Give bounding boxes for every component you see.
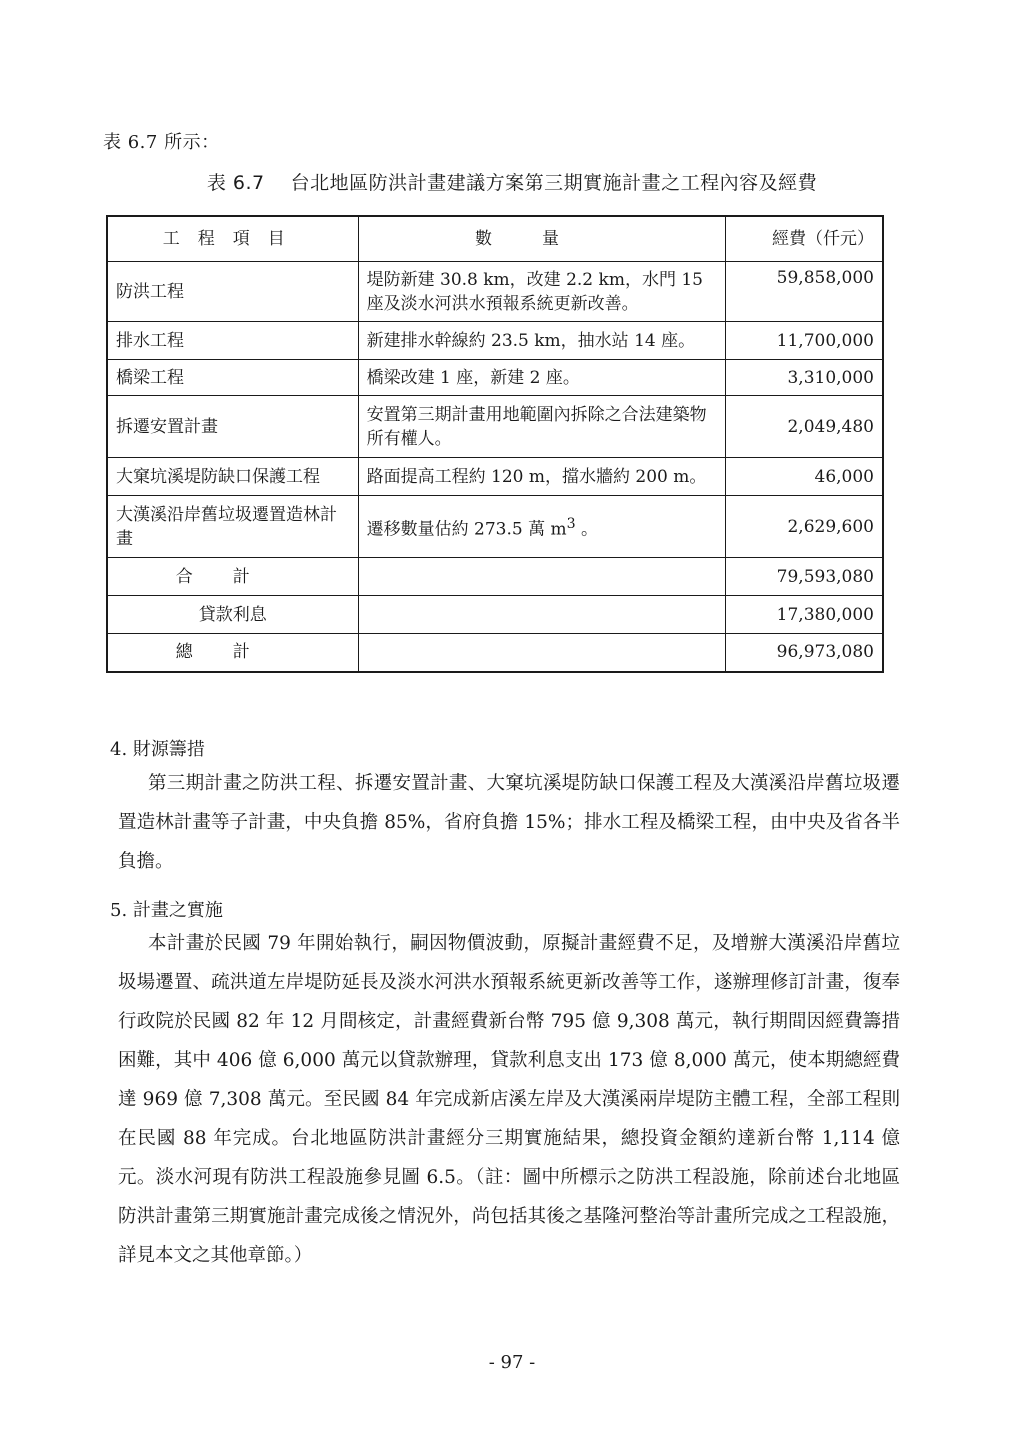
row-item: 排水工程: [107, 322, 358, 360]
summary-cost: 17,380,000: [726, 596, 883, 634]
section-4-paragraph: 第三期計畫之防洪工程、拆遷安置計畫、大窠坑溪堤防缺口保護工程及大漢溪沿岸舊垃圾遷置造林計畫等子計畫，中央負擔 85%，省府負擔 15%；排水工程及橋梁工程，由中央及省各半負擔。: [118, 773, 900, 872]
row-item: 防洪工程: [107, 262, 358, 322]
row-quantity: 新建排水幹線約 23.5 km，抽水站 14 座。: [358, 322, 726, 360]
table-row: [107, 496, 883, 558]
section-5-paragraph: 本計畫於民國 79 年開始執行，嗣因物價波動，原擬計畫經費不足，及增辦大漢溪沿岸舊垃圾場遷置、疏洪道左岸堤防延長及淡水河洪水預報系統更新改善等工作，遂辦理修訂計畫，復奉行政院於民國 82 年 12 月間核定，計畫經費新台幣 795 億 9,308 萬元，執行期間因經費籌措困難，其中 406 億 6,000 萬元以貸款辦理，貸款利息支出 173 億 8,000 萬元，使本期總經費達 969 億 7,308 萬元。至民國 84 年完成新店溪左岸及大漢溪兩岸堤防主體工程，全部工程則在民國 88 年完成。台北地區防洪計畫經分三期實施結果，總投資金額約達新台幣 1,114 億元。淡水河現有防洪工程設施參見圖 6.5。（註：圖中所標示之防洪工程設施，除前述台北地區防洪計畫第三期實施計畫完成後之情況外，尚包括其後之基隆河整治等計畫所完成之工程設施，詳見本文之其他章節。）: [118, 933, 900, 1266]
header-item: 工程項目: [107, 216, 358, 262]
summary-empty-cell: [358, 558, 726, 596]
row-cost: 46,000: [726, 458, 883, 496]
table-row: [107, 396, 883, 458]
row-cost: 2,049,480: [726, 396, 883, 458]
row-quantity: [358, 496, 726, 558]
summary-cost: 79,593,080: [726, 558, 883, 596]
page-number: - 97 -: [488, 1352, 536, 1373]
table-header-row: [107, 216, 883, 262]
summary-empty-cell: [358, 634, 726, 672]
summary-cost: 96,973,080: [726, 634, 883, 672]
summary-label: 合計: [107, 558, 358, 596]
table-row: [107, 262, 883, 322]
row-cost: 11,700,000: [726, 322, 883, 360]
row-quantity: 安置第三期計畫用地範圍內拆除之合法建築物所有權人。: [358, 396, 726, 458]
intro-text: 表 6.7 所示：: [103, 132, 220, 153]
table-number: 表 6.7: [206, 172, 265, 194]
row-cost: 59,858,000: [726, 262, 883, 322]
row-quantity: 堤防新建 30.8 km，改建 2.2 km，水門 15 座及淡水河洪水預報系統更新改善。: [358, 262, 726, 322]
table-title: 台北地區防洪計畫建議方案第三期實施計畫之工程內容及經費: [290, 172, 818, 194]
row-quantity: 橋梁改建 1 座，新建 2 座。: [358, 360, 726, 396]
table-row: [107, 458, 883, 496]
section-4-heading: 4. 財源籌措: [110, 739, 205, 760]
quantity-suffix: 。: [575, 519, 599, 540]
row-item: 大漢溪沿岸舊垃圾遷置造林計畫: [107, 496, 358, 558]
header-quantity: 數量: [358, 216, 726, 262]
summary-row: [107, 558, 883, 596]
quantity-superscript: 3: [566, 515, 576, 532]
summary-row: [107, 596, 883, 634]
row-item: 大窠坑溪堤防缺口保護工程: [107, 458, 358, 496]
row-cost: 2,629,600: [726, 496, 883, 558]
cost-table: [106, 215, 884, 673]
summary-label: 總計: [107, 634, 358, 672]
table-caption: [0, 168, 1024, 195]
row-cost: 3,310,000: [726, 360, 883, 396]
summary-empty-cell: [358, 596, 726, 634]
summary-label: 貸款利息: [107, 596, 358, 634]
summary-row: [107, 634, 883, 672]
row-quantity: 路面提高工程約 120 m，擋水牆約 200 m。: [358, 458, 726, 496]
row-item: 拆遷安置計畫: [107, 396, 358, 458]
table-row: [107, 360, 883, 396]
quantity-text: 遷移數量估約 273.5 萬 m: [366, 519, 567, 540]
table-row: [107, 322, 883, 360]
section-5-heading: 5. 計畫之實施: [110, 900, 223, 921]
row-item: 橋梁工程: [107, 360, 358, 396]
header-cost: 經費（仟元）: [726, 216, 883, 262]
